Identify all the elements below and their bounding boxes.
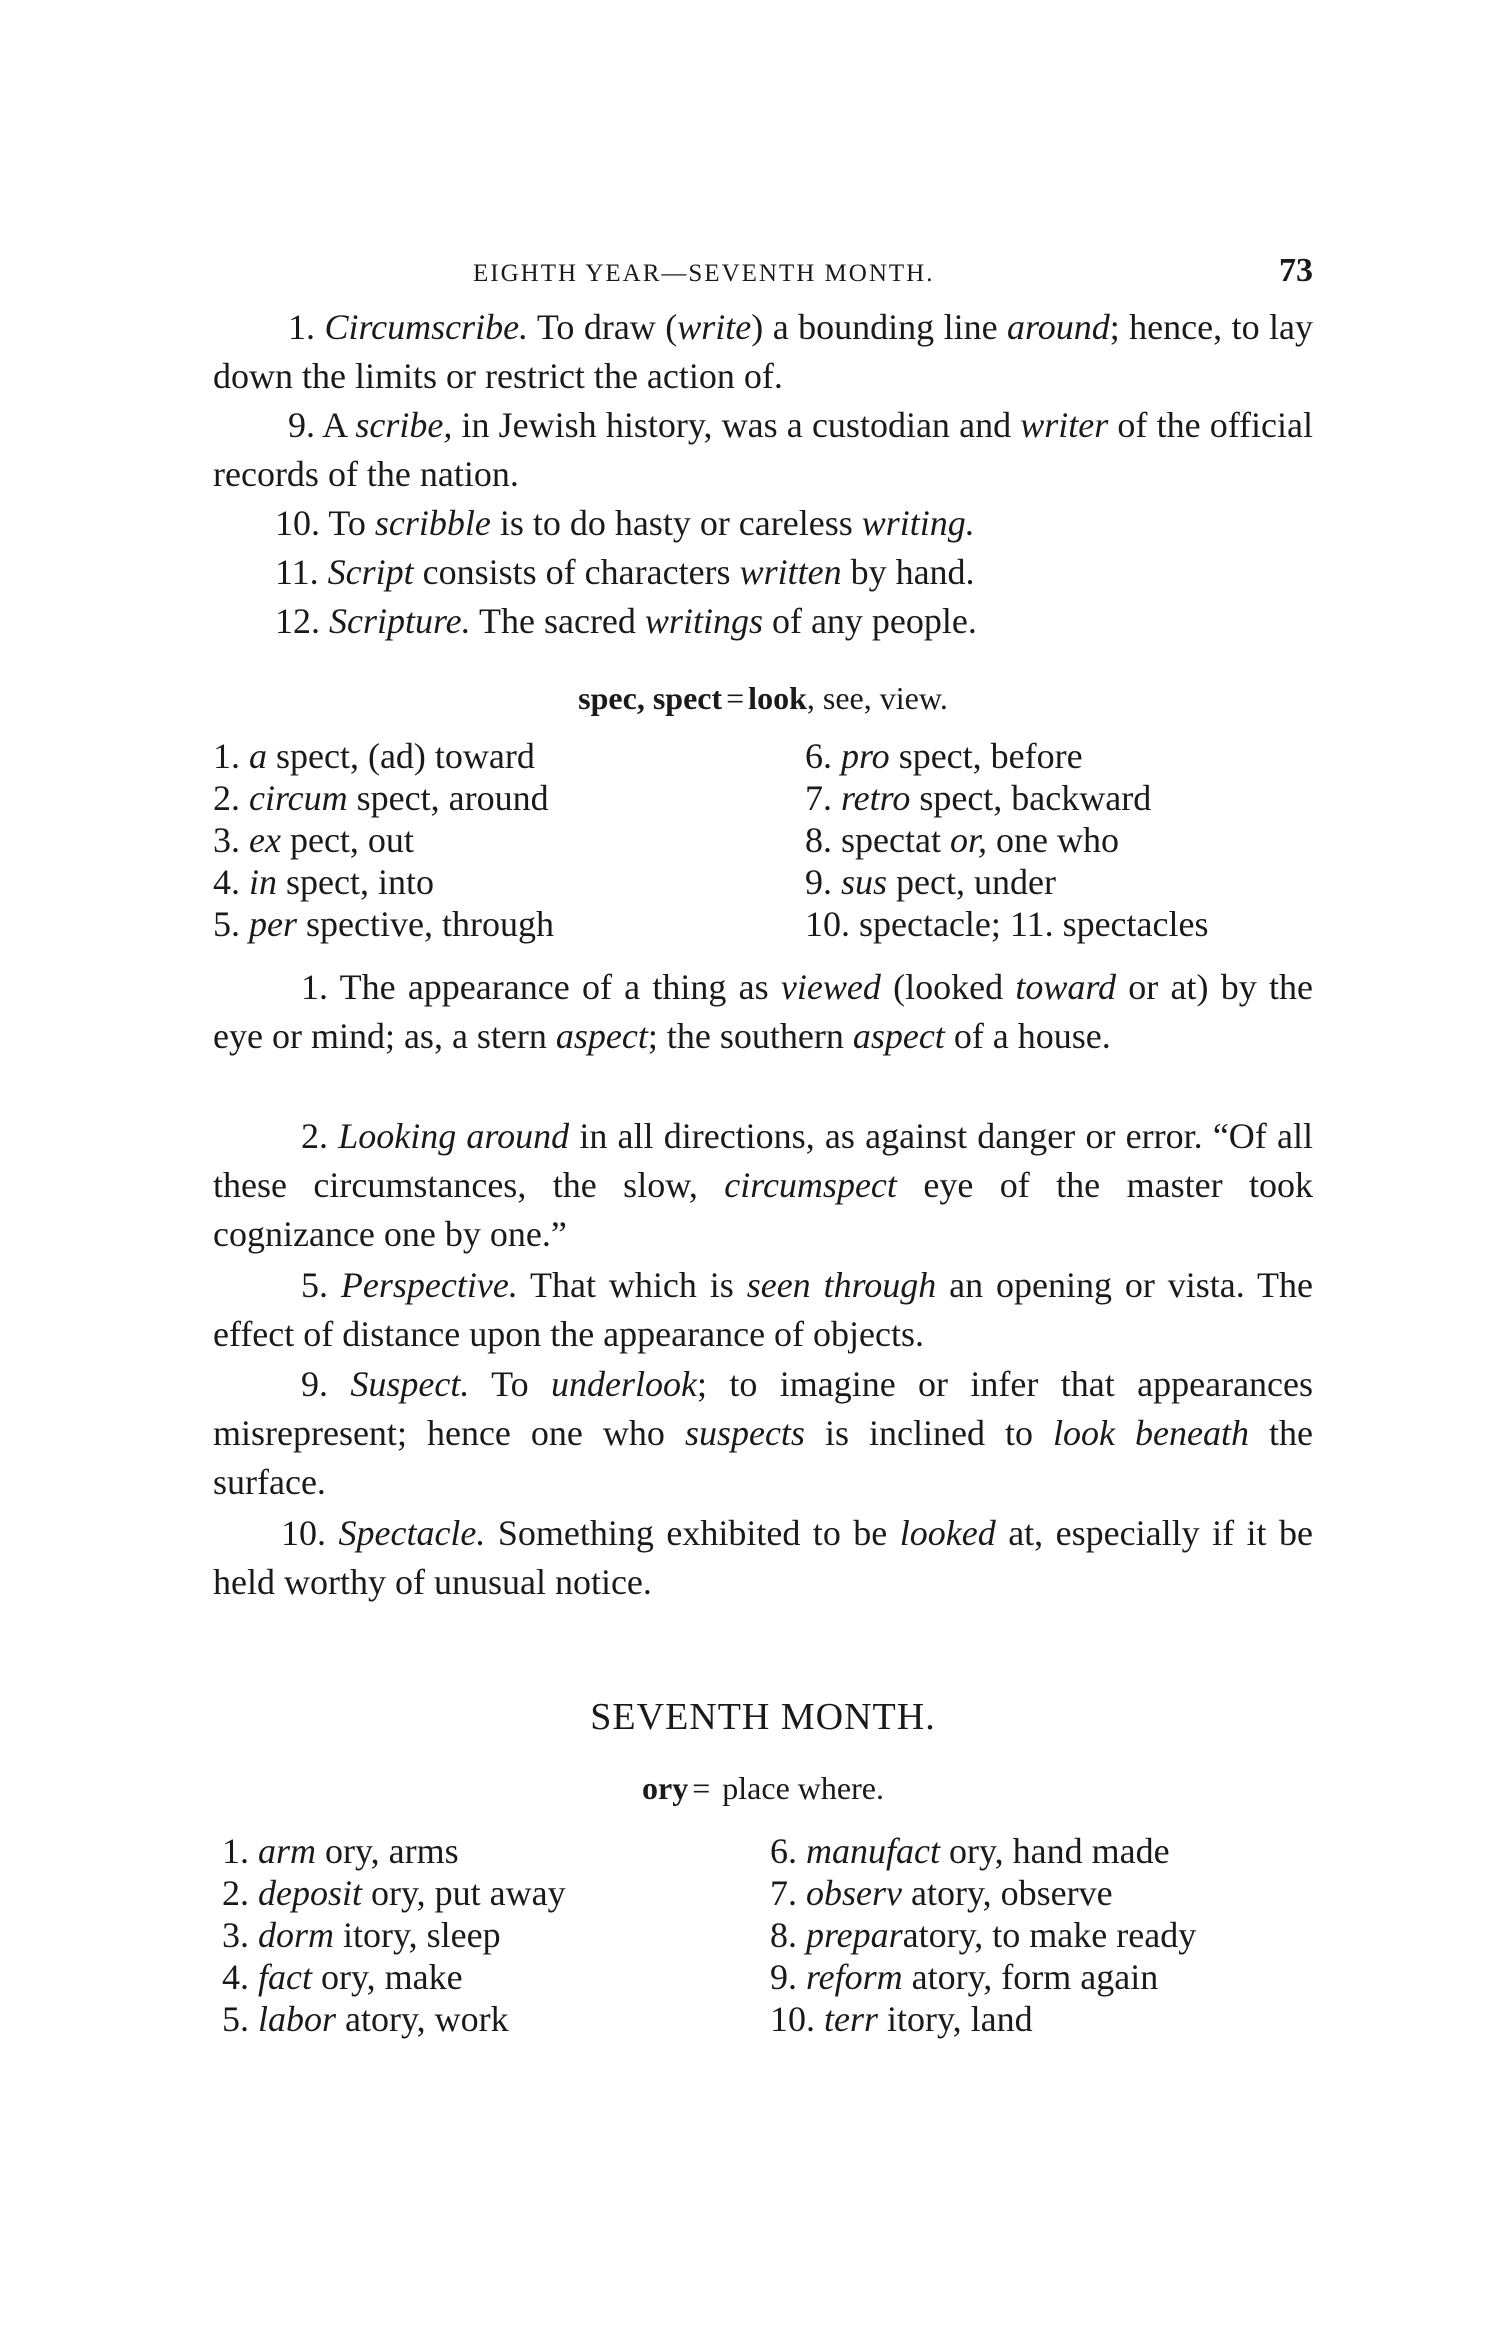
definition-circumspect: 2. Looking around in all directions, as against danger or error. “Of all these circumstances, the slow, circumspect eye of the master took cognizance one by one.” bbox=[213, 1116, 1313, 1254]
page-number: 73 bbox=[1279, 252, 1313, 289]
spec-list-left bbox=[213, 735, 554, 945]
ory-list-right bbox=[770, 1830, 1196, 2040]
list-item: 3. ex pect, out bbox=[213, 820, 414, 860]
definition-scribe: 9. A scribe, in Jewish history, was a custodian and writer of the official records of the nation. bbox=[213, 405, 1313, 494]
list-item: 8. preparatory, to make ready bbox=[770, 1915, 1197, 1955]
running-header bbox=[213, 250, 1313, 298]
definition-perspective: 5. Perspective. That which is seen through an opening or vista. The effect of distance upon the appearance of objects. bbox=[213, 1265, 1314, 1354]
definition-aspect: 1. The appearance of a thing as viewed (looked toward or at) by the eye or mind; as, a stern aspect; the southern aspect of a house. bbox=[213, 967, 1314, 1056]
list-item: 6. pro spect, before bbox=[805, 736, 1083, 776]
list-item: 1. a spect, (ad) toward bbox=[213, 736, 535, 776]
definition-scribble: 10. To scribble is to do hasty or careless writing. bbox=[275, 503, 975, 543]
section-heading-ory: ory = place where. bbox=[642, 1770, 884, 1806]
list-item: 4. fact ory, make bbox=[222, 1957, 463, 1997]
definition-circumscribe: 1. Circumscribe. To draw (write) a bounding line around; hence, to lay down the limits or restrict the action of. bbox=[213, 307, 1313, 396]
list-item: 10. terr itory, land bbox=[770, 1999, 1033, 2039]
list-item: 5. labor atory, work bbox=[222, 1999, 509, 2039]
month-heading: SEVENTH MONTH. bbox=[590, 1696, 936, 1738]
list-item: 4. in spect, into bbox=[213, 862, 434, 902]
list-item: 1. arm ory, arms bbox=[222, 1831, 459, 1871]
list-item: 5. per spective, through bbox=[213, 904, 554, 944]
list-item: 9. reform atory, form again bbox=[770, 1957, 1159, 1997]
list-item: 7. retro spect, backward bbox=[805, 778, 1152, 818]
definition-script: 11. Script consists of characters written by hand. bbox=[275, 552, 975, 592]
ory-list-left bbox=[222, 1830, 566, 2040]
definition-scripture: 12. Scripture. The sacred writings of any people. bbox=[275, 601, 977, 641]
definition-spectacle: 10. Spectacle. Something exhibited to be looked at, especially if it be held worthy of unusual notice. bbox=[213, 1513, 1313, 1602]
list-item: 2. deposit ory, put away bbox=[222, 1873, 566, 1913]
list-item: 8. spectat or, one who bbox=[805, 820, 1119, 860]
running-title: EIGHTH YEAR—SEVENTH MONTH. bbox=[473, 260, 935, 287]
list-item: 2. circum spect, around bbox=[213, 778, 549, 818]
list-item: 6. manufact ory, hand made bbox=[770, 1831, 1170, 1871]
list-item: 10. spectacle; 11. spectacles bbox=[805, 904, 1209, 944]
spec-list-right bbox=[805, 735, 1209, 945]
list-item: 9. sus pect, under bbox=[805, 862, 1056, 902]
definition-suspect: 9. Suspect. To underlook; to imagine or infer that appearances misrepresent; hence one who suspects is inclined to look beneath the surface. bbox=[213, 1364, 1314, 1502]
section-heading-spec: spec, spect = look, see, view. bbox=[578, 680, 948, 716]
list-item: 7. observ atory, observe bbox=[770, 1873, 1113, 1913]
list-item: 3. dorm itory, sleep bbox=[222, 1915, 501, 1955]
